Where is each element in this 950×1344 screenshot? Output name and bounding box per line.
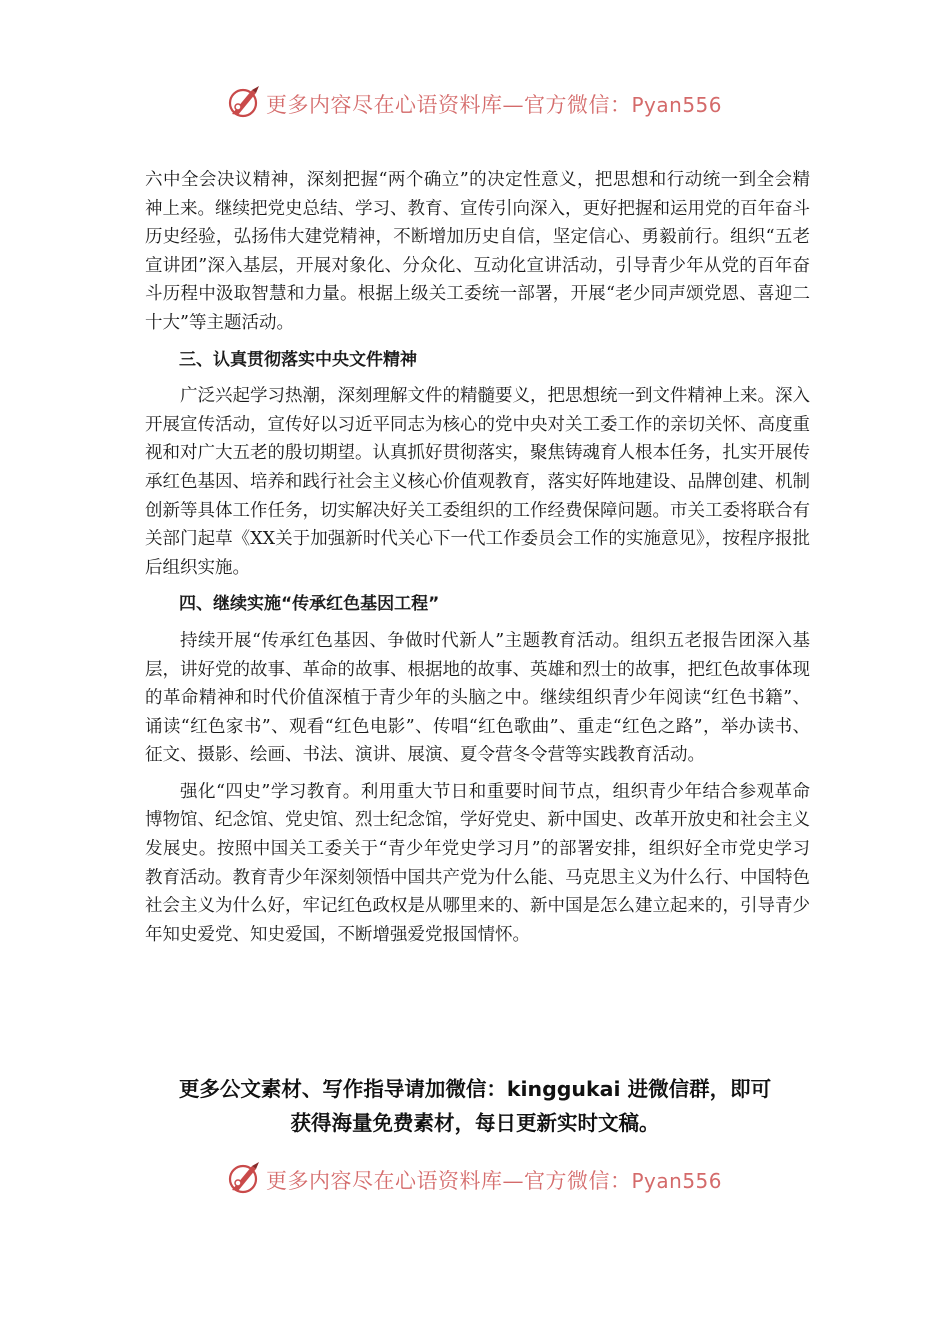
paragraph: 广泛兴起学习热潮，深刻理解文件的精髓要义，把思想统一到文件精神上来。深入开展宣传活动，宣传好以习近平同志为核心的党中央对关工委工作的亲切关怀、高度重视和对广大五老的殷切期望。认真抓好贯彻落实，聚焦铸魂育人根本任务，扎实开展传承红色基因、培养和践行社会主义核心价值观教育，落实好阵地建设、品牌创建、机制创新等具体工作任务，切实解决好关工委组织的工作经费保障问题。市关工委将联合有关部门起草《XX关于加强新时代关心下一代工作委员会工作的实施意见》，按程序报批后组织实施。 [145, 386, 810, 578]
paragraph: 强化“四史”学习教育。利用重大节日和重要时间节点，组织青少年结合参观革命博物馆、纪念馆、党史馆、烈士纪念馆，学好党史、新中国史、改革开放史和社会主义发展史。按照中国关工委关于“青少年党史学习月”的部署安排，组织好全市党史学习教育活动。教育青少年深刻领悟中国共产党为什么能、马克思主义为什么行、中国特色社会主义为什么好，牢记红色政权是从哪里来的、新中国是怎么建立起来的，引导青少年知史爱党、知史爱国，不断增强爱党报国情怀。 [145, 781, 810, 945]
quill-pen-logo-icon [226, 1160, 262, 1196]
banner-brand-text: 更多内容尽在心语资料库—官方微信： [266, 1169, 632, 1193]
footer-banner [0, 1156, 950, 1200]
footer-line-1: 更多公文素材、写作指导请加微信：kinggukai 进微信群，即可 [178, 1077, 772, 1101]
footer-note [0, 1072, 950, 1140]
banner-wechat-id: Pyan556 [631, 1169, 723, 1193]
banner-brand-text: 更多内容尽在心语资料库—官方微信： [266, 93, 632, 117]
document-body [145, 166, 810, 949]
paragraph: 持续开展“传承红色基因、争做时代新人”主题教育活动。组织五老报告团深入基层，讲好党的故事、革命的故事、根据地的故事、英雄和烈士的故事，把红色故事体现的革命精神和时代价值深植于青少年的头脑之中。继续组织青少年阅读“红色书籍”、诵读“红色家书”、观看“红色电影”、传唱“红色歌曲”、重走“红色之路”，举办读书、征文、摄影、绘画、书法、演讲、展演、夏令营冬令营等实践教育活动。 [145, 630, 810, 766]
banner-text [266, 89, 722, 119]
banner-wechat-id: Pyan556 [631, 93, 723, 117]
quill-pen-logo-icon [226, 84, 262, 120]
footer-line-2: 获得海量免费素材，每日更新实时文稿。 [290, 1111, 660, 1135]
section-heading-4: 四、继续实施“传承红色基因工程” [179, 594, 440, 615]
banner-text [266, 1165, 722, 1195]
paragraph: 六中全会决议精神，深刻把握“两个确立”的决定性意义，把思想和行动统一到全会精神上来。继续把党史总结、学习、教育、宣传引向深入，更好把握和运用党的百年奋斗历史经验，弘扬伟大建党精神，不断增加历史自信，坚定信心、勇毅前行。组织“五老宣讲团”深入基层，开展对象化、分众化、互动化宣讲活动，引导青少年从党的百年奋斗历程中汲取智慧和力量。根据上级关工委统一部署，开展“老少同声颂党恩、喜迎二十大”等主题活动。 [145, 170, 810, 333]
section-heading-3: 三、认真贯彻落实中央文件精神 [179, 349, 417, 370]
header-banner [0, 80, 950, 124]
